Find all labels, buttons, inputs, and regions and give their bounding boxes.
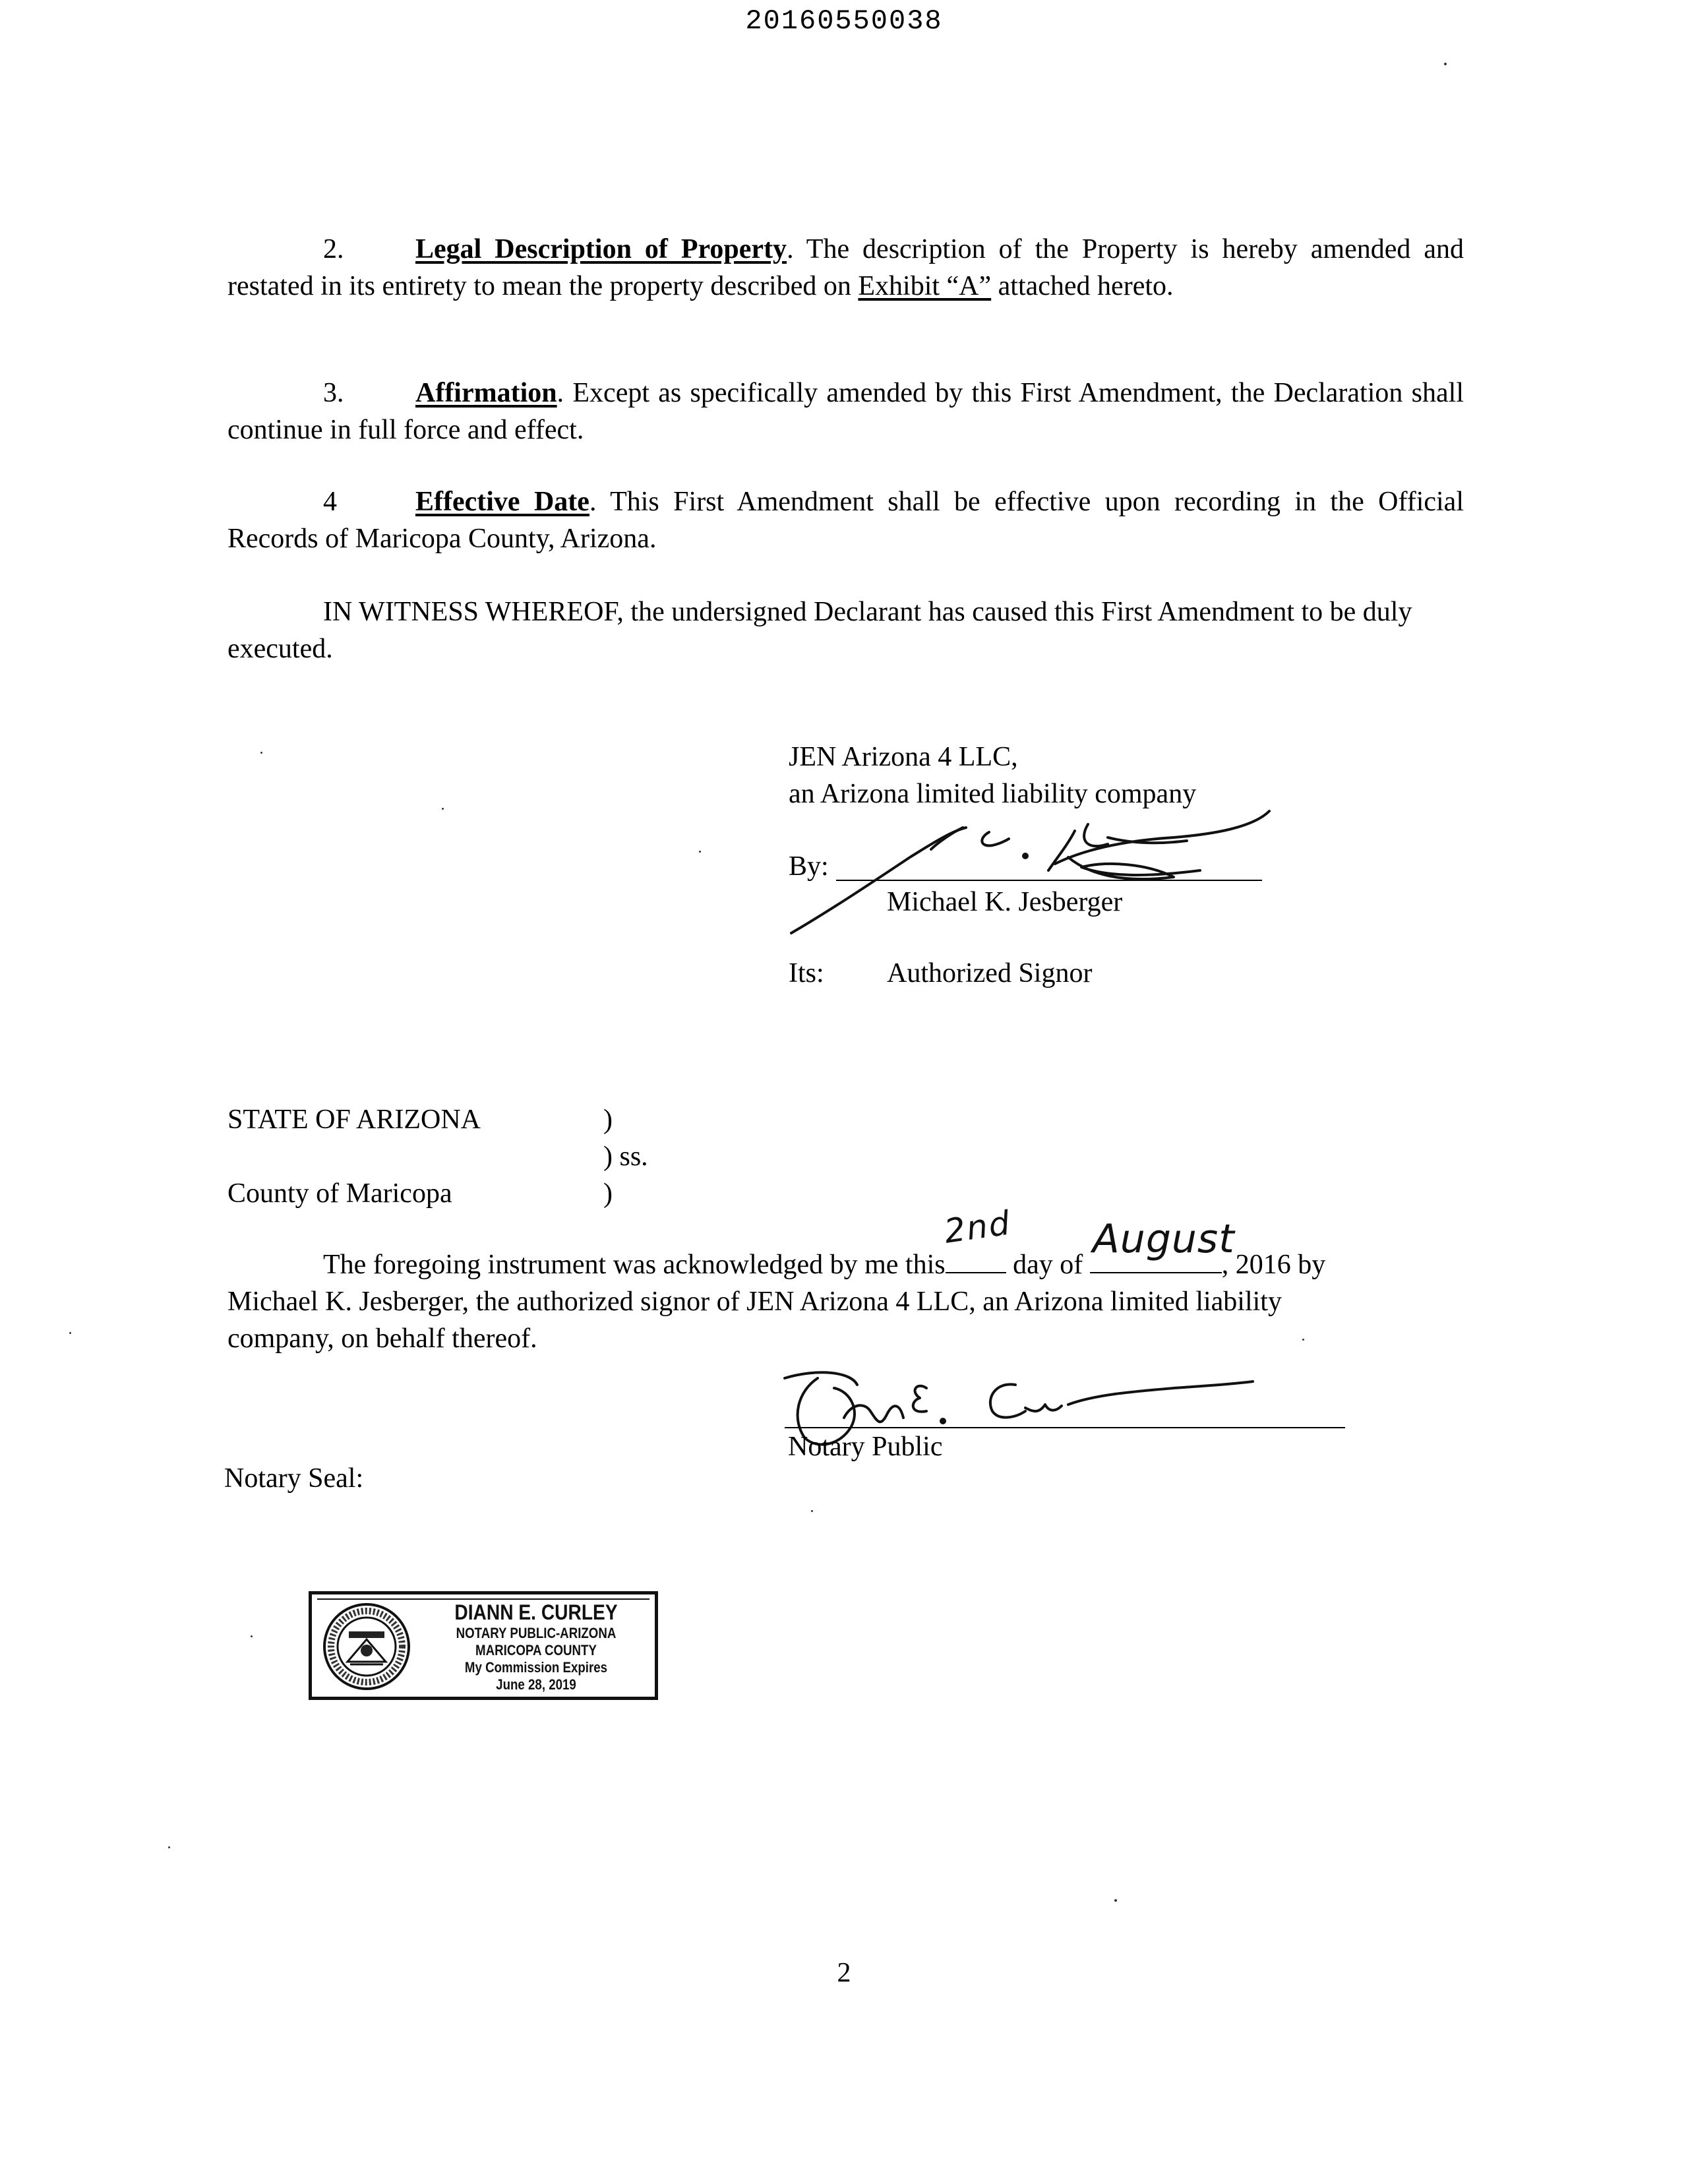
venue-state: STATE OF ARIZONA [227, 1105, 481, 1135]
section-3-heading: Affirmation [415, 378, 557, 408]
section-2-number: 2. [323, 234, 344, 264]
by-label: By: [789, 851, 829, 882]
acknowledgment-text-1: The foregoing instrument was acknowledged by me this [323, 1250, 946, 1280]
stamp-line-3: My Commission Expires [464, 1659, 608, 1676]
stamp-line-1: NOTARY PUBLIC-ARIZONA [456, 1625, 617, 1641]
acknowledgment-line-1 [323, 1203, 1326, 1283]
scan-speck [168, 1846, 170, 1848]
scan-speck [811, 1510, 813, 1512]
company-type: an Arizona limited liability company [789, 779, 1197, 809]
acknowledgment-text-3: , 2016 by [1221, 1250, 1326, 1280]
section-4-paragraph [227, 483, 1464, 557]
scan-speck [442, 808, 444, 810]
scan-speck [251, 1635, 253, 1637]
stamp-notary-name: DIANN E. CURLEY [454, 1600, 618, 1624]
section-2-text-before: . The description of the Property is hereby amended and restated in its entirety to mean the property described on [227, 234, 1464, 301]
section-4-heading: Effective Date [415, 487, 589, 517]
section-2-paragraph [227, 231, 1464, 305]
scan-speck [699, 851, 701, 853]
its-label: Its: [789, 958, 824, 988]
scan-speck [1114, 1899, 1117, 1902]
acknowledgment-text-2: day of [1013, 1250, 1083, 1280]
scan-speck [1302, 1339, 1304, 1341]
day-blank [942, 1203, 1013, 1273]
venue-paren-1: ) [603, 1105, 613, 1135]
day-handwritten: 2nd [942, 1203, 1013, 1251]
section-3-number: 3. [323, 378, 344, 408]
venue-ss: ) ss. [603, 1141, 648, 1172]
acknowledgment-line-2: Michael K. Jesberger, the authorized signor of JEN Arizona 4 LLC, an Arizona limited liability [227, 1287, 1282, 1317]
section-3-text: . Except as specifically amended by this First Amendment, the Declaration shall continue in full force and effect. [227, 378, 1464, 445]
signer-signature [778, 804, 1279, 943]
venue-paren-3: ) [603, 1178, 613, 1209]
venue-county: County of Maricopa [227, 1178, 452, 1209]
scan-speck [260, 752, 262, 754]
state-seal-icon [321, 1601, 412, 1692]
document-number: 20160550038 [745, 5, 943, 37]
witness-clause: IN WITNESS WHEREOF, the undersigned Declarant has caused this First Amendment to be duly executed. [227, 597, 1412, 664]
company-name: JEN Arizona 4 LLC, [789, 742, 1018, 772]
stamp-line-4: June 28, 2019 [496, 1676, 576, 1693]
notary-title: Notary Public [788, 1432, 943, 1462]
section-2-exhibit-ref: Exhibit “A” [858, 271, 992, 301]
month-handwritten: August [1092, 1216, 1235, 1262]
notary-seal-label: Notary Seal: [224, 1463, 364, 1494]
its-value: Authorized Signor [887, 958, 1093, 988]
section-2-text-after: attached hereto. [991, 271, 1174, 301]
stamp-line-2: MARICOPA COUNTY [475, 1642, 597, 1658]
scan-speck [69, 1332, 71, 1334]
section-2-heading: Legal Description of Property [415, 234, 787, 264]
signer-name: Michael K. Jesberger [887, 887, 1123, 917]
acknowledgment-line-3: company, on behalf thereof. [227, 1323, 537, 1354]
month-blank [1090, 1216, 1235, 1273]
section-4-text: . This First Amendment shall be effective upon recording in the Official Records of Maricopa County, Arizona. [227, 487, 1464, 554]
section-4-number: 4 [323, 487, 337, 517]
stamp-text [424, 1600, 648, 1693]
notary-stamp [309, 1591, 658, 1700]
page-number: 2 [837, 1958, 851, 1988]
scan-speck [1444, 63, 1447, 65]
section-3-paragraph [227, 375, 1464, 448]
